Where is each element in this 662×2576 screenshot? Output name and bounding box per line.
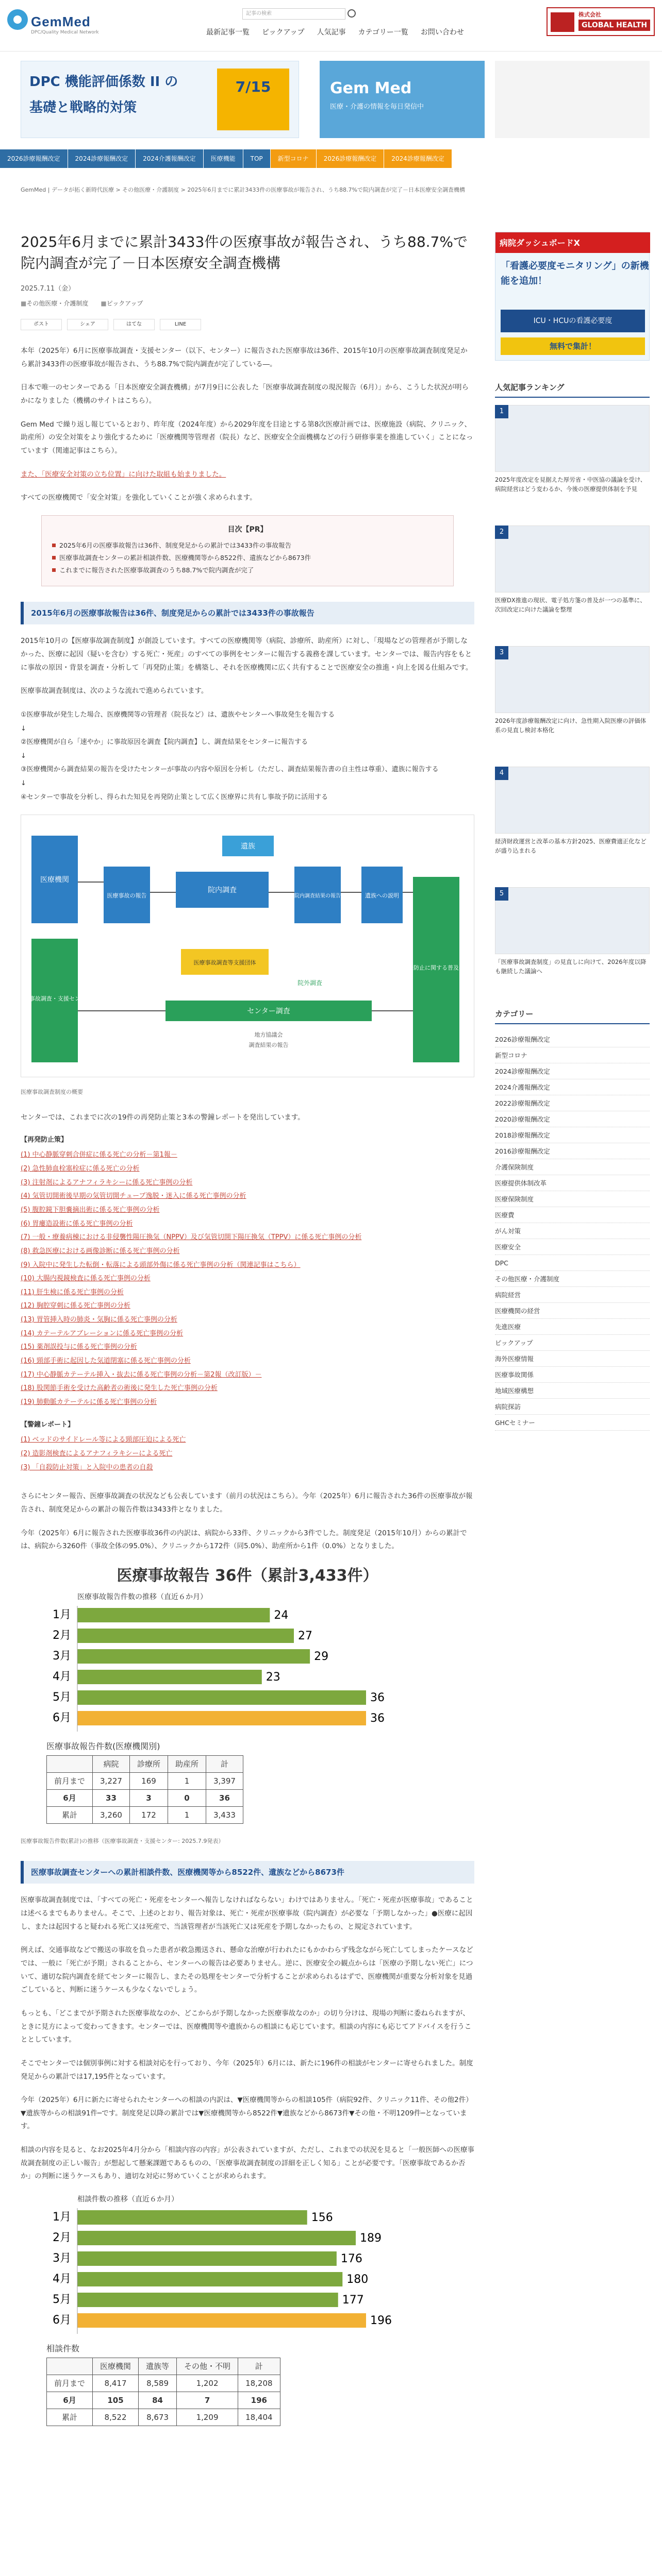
category-link[interactable]: 海外医療情報	[495, 1351, 650, 1367]
category-link[interactable]: 2020診療報酬改定	[495, 1111, 650, 1127]
category-link[interactable]: 2026診療報酬改定	[495, 1031, 650, 1047]
prevention-item[interactable]: (1) 中心静脈穿刺合併症に係る死亡の分析－第1報－	[21, 1151, 177, 1159]
ranking-title[interactable]: 「医療事故調査制度」の見直しに向けて、2026年度以降も継続した議論へ	[495, 958, 647, 975]
chart-category-label: 1月	[53, 2211, 71, 2224]
paragraph: 例えば、交通事故などで搬送の事故を負った患者が救急搬送され、懸命な治療が行われたにもかかわらず残念ながら死亡してしまったケースなどでは、一般に「死亡が予期」されることから、センターへの報告は必要ありません。逆に、医療安全の観点からは「医療の予期しない死亡」について、適切な院内調査を経てセンターに報告し、またその処理をセンターで分析することが求められるはずで、医療機関が重要な分析対象を見過ごしていると、判断に迷うケースも少なくないでしょう。	[21, 1946, 473, 1994]
table-header: 計	[238, 2358, 280, 2375]
table-cell: 6月	[47, 2392, 93, 2409]
ranking-item[interactable]	[495, 526, 650, 634]
flow-prevention-label: 再発防止に関する普及啓発	[402, 964, 470, 972]
subnav-item[interactable]: 2024診療報酬改定	[384, 149, 452, 168]
chart-value-label: 23	[266, 1671, 280, 1684]
chart-category-label: 2月	[53, 1629, 71, 1642]
prevention-item[interactable]: (13) 胃管挿入時の肺炎・気胸に係る死亡事例の分析	[21, 1316, 177, 1324]
warning-item[interactable]: (2) 造影剤検査によるアナフィラキシーによる死亡	[21, 1450, 173, 1458]
prevention-item[interactable]: (11) 肝生検に係る死亡事例の分析	[21, 1288, 124, 1296]
chart-caption: 医療事故報告件数(累計)の推移（医療事故調査・支援センター: 2025.7.9発表）	[21, 1837, 224, 1844]
table-cell: 1	[168, 1806, 206, 1823]
subnav-item[interactable]: 医療機能	[204, 149, 243, 168]
warning-item[interactable]: (1) ベッドのサイドレール等による頸部圧迫による死亡	[21, 1436, 186, 1444]
table-row	[47, 2392, 280, 2409]
step-item: ④センターで事故を分析し、得られた知見を再発防止策として広く医療界に共有し事故予防に活用する	[21, 793, 328, 801]
ad-dpc-line2: 基礎と戦略的対策	[29, 100, 137, 115]
chart-bar	[77, 1629, 294, 1643]
nav-popular[interactable]: 人気記事	[317, 28, 346, 37]
site-header	[0, 0, 662, 52]
warning-list	[21, 1433, 474, 1475]
paragraph: 今年（2025年）6月に新たに寄せられたセンターへの相談の内訳は、▼医療機関等からの相談105件（病院92件、クリニック11件、その他2件）▼遺族等からの相談91件─です。制度発足以降の累計では▼医療機関等から8522件▼遺族などから8673件▼その他・不明1209件─となっています。	[21, 2096, 473, 2131]
ranking-title[interactable]: 2026年度診療報酬改定に向け、急性期入院医療の評価体系の見直し検討本格化	[495, 717, 647, 734]
prevention-item[interactable]: (10) 大腸内視鏡検査に係る死亡事例の分析	[21, 1275, 151, 1283]
flow-svg	[21, 815, 474, 1077]
table-row	[47, 2375, 280, 2392]
paragraph: さらにセンター報告、医療事故調査の状況なども公表しています（前月の状況はこちら）。今年（2025年）6月に報告された36件の医療事故が報告され、制度発足からの累計の報告件数は3433件となりました。	[21, 1492, 473, 1514]
chart-category-label: 6月	[53, 1711, 71, 1725]
sidebar-ad-cta: 無料で集計！	[501, 337, 645, 355]
table-header	[47, 2358, 93, 2375]
flow-hospital-label: 医療機関	[40, 876, 69, 885]
category-link[interactable]: DPC	[495, 1255, 650, 1271]
prevention-item[interactable]: (12) 胸腔穿刺に係る死亡事例の分析	[21, 1302, 130, 1310]
breadcrumb[interactable]: GemMed | データが拓く新時代医療 > その他医療・介護制度 > 2025年6月までに累計3433件の医療事故が報告され、うち88.7%で院内調査が完了－日本医療安全調査機構	[21, 187, 465, 193]
subnav-item[interactable]: 2026診療報酬改定	[317, 149, 385, 168]
flow-outside-label: 院外調査	[297, 979, 323, 987]
chart-category-label: 4月	[53, 1670, 71, 1684]
share-buttons	[21, 319, 474, 330]
ranking-thumbnail	[495, 767, 650, 834]
table-cell: 8,589	[139, 2375, 177, 2392]
table-cell: 累計	[47, 1806, 93, 1823]
chart-bar	[77, 2210, 307, 2225]
ranking-thumbnail	[495, 526, 650, 592]
table-header: 医療機関	[93, 2358, 139, 2375]
category-link[interactable]: 2016診療報酬改定	[495, 1143, 650, 1159]
prevention-item[interactable]: (9) 入院中に発生した転倒・転落による頭部外傷に係る死亡事例の分析（関連記事はこちら）	[21, 1261, 301, 1269]
chart-bar	[77, 2251, 337, 2266]
paragraph: 医療事故調査制度は、次のような流れで進められています。	[21, 687, 208, 696]
prevention-item[interactable]: (4) 気管切開術後早期の気管切開チューブ逸脱・迷入に係る死亡事例の分析	[21, 1192, 246, 1200]
paragraph: 2015年10月の【医療事故調査制度】が創設しています。すべての医療機関等（病院、診療所、助産所）に対し、「現場などの管理者が予期しなかった、医療に起因（疑いを含む）する死亡・死産」のすべての事例をセンターに報告する義務を課しています。センターでは、報告内容をもとに事故の原因・背景を調査・分析して「再発防止策」を構築し、それを医療機関に広く共有することで医療安全の推進・向上を図る仕組みです。	[21, 637, 473, 672]
subnav-item[interactable]: 新型コロナ	[271, 149, 317, 168]
sidebar-ad-brand: 病院ダッシュボードX	[495, 232, 650, 253]
article-date: 2025.7.11（金）	[21, 285, 75, 293]
summary-item: 医療事故調査センターの累計相談件数、医療機関等から8522件、遺族などから8673件	[52, 553, 443, 563]
flow-result-label: 院内調査結果の報告	[294, 893, 341, 900]
table-row	[47, 1772, 243, 1789]
table-cell: 8,417	[93, 2375, 139, 2392]
flow-center-survey-label: センター調査	[247, 1007, 290, 1016]
category-link[interactable]: 医療機関の経営	[495, 1303, 650, 1319]
ranking-thumbnail	[495, 887, 650, 954]
category-link[interactable]: 医療安全	[495, 1239, 650, 1255]
summary-item: 2025年6月の医療事故報告は36件、制度発足からの累計では3433件の事故報告	[52, 540, 443, 551]
category-link[interactable]: GHCセミナー	[495, 1415, 650, 1431]
chart-category-label: 5月	[53, 2293, 71, 2307]
paragraph: そこでセンターでは個別事例に対する相談対応を行っており、今年（2025年）6月には、新たに196件の相談がセンターに寄せられました。制度発足からの累計では17,195件となっています。	[21, 2059, 473, 2081]
share-x-button[interactable]: ポスト	[21, 319, 62, 330]
ad-gemmed-title: Gem Med	[330, 79, 412, 97]
section-heading: 医療事故調査センターへの累計相談件数、医療機関等から8522件、遺族などから8673件	[21, 1861, 474, 1884]
chart-value-label: 36	[370, 1691, 385, 1705]
prevention-item[interactable]: (15) 薬剤誤投与に係る死亡事例の分析	[21, 1343, 137, 1351]
ranking-title[interactable]: 経済財政運営と改革の基本方針2025、医療費適正化などが盛り込まれる	[495, 838, 647, 855]
category-link[interactable]: 医療事故関係	[495, 1367, 650, 1383]
share-hatena-button[interactable]: はてな	[113, 319, 155, 330]
category-link[interactable]: 新型コロナ	[495, 1047, 650, 1063]
nav-categories[interactable]: カテゴリー一覧	[358, 28, 408, 37]
chart-value-label: 196	[370, 2314, 392, 2328]
article	[21, 232, 474, 2467]
table-cell: 105	[93, 2392, 139, 2409]
table-cell: 3	[129, 1789, 168, 1806]
chart-category-label: 3月	[53, 2252, 71, 2265]
subnav-item[interactable]: TOP	[243, 149, 271, 168]
category-link[interactable]: 医療保険制度	[495, 1191, 650, 1207]
prevention-item[interactable]: (17) 中心静脈カテーテル挿入・抜去に係る死亡事例の分析－第2報（改訂版）－	[21, 1370, 262, 1379]
logo-mark-icon	[7, 9, 28, 30]
chart-bar	[77, 1649, 310, 1664]
table-cell: 累計	[47, 2409, 93, 2426]
chart-category-label: 6月	[53, 2314, 71, 2327]
flow-support-label: 医療事故調査等支援団体	[193, 959, 256, 967]
chart-bar	[77, 2293, 338, 2307]
share-facebook-button[interactable]: シェア	[67, 319, 108, 330]
search-input[interactable]: 記事の検索	[242, 8, 345, 20]
partner-top: 株式会社	[578, 11, 601, 18]
ad-gemmed-sub: 医療・介護の情報を毎日発信中	[330, 103, 424, 111]
ranking-number: 2	[495, 526, 508, 539]
chart-svg	[21, 2205, 474, 2334]
chart-bar	[77, 2231, 356, 2245]
logo-tagline: DPC/Quality Medical Network	[31, 30, 99, 35]
sidebar	[495, 232, 650, 1431]
category-link[interactable]: 病院経営	[495, 1287, 650, 1303]
step-item: ↓	[21, 724, 26, 733]
paragraph: センターでは、これまでに次の19件の再発防止策と3本の警鐘レポートを発出しています。	[21, 1113, 305, 1122]
step-item: ↓	[21, 752, 26, 760]
article-title: 2025年6月までに累計3433件の医療事故が報告され、うち88.7%で院内調査が完了－日本医療安全調査機構	[21, 233, 468, 272]
share-line-button[interactable]: LINE	[160, 319, 201, 330]
table-row	[47, 2409, 280, 2426]
chart-category-label: 4月	[53, 2273, 71, 2286]
paragraph: 今年（2025年）6月に報告された医療事故36件の内訳は、病院から33件、クリニックから3件でした。制度発足（2015年10月）からの累計では、病院から3260件（事故全体の95.0%）、クリニックから172件（同5.0%）、助産所から1件（0.0%）となりました。	[21, 1529, 467, 1551]
ranking-number: 4	[495, 767, 508, 780]
subnav-item[interactable]: 2024診療報酬改定	[68, 149, 136, 168]
prevention-list	[21, 1148, 474, 1409]
paragraph: 日本で唯一のセンターである「日本医療安全調査機構」が7月9日に公表した「医療事故調査制度の現況報告（6月）」から、こうした状況が明らかになりました（機構のサイトはこちら）。	[21, 383, 469, 405]
step-item: ↓	[21, 779, 26, 788]
tag-link[interactable]: ■ その他医療・介護制度	[21, 299, 88, 309]
ranking-item[interactable]	[495, 405, 650, 513]
chart-value-label: 36	[370, 1712, 385, 1725]
table-header: 遺族等	[139, 2358, 177, 2375]
chart-bar	[77, 2272, 342, 2286]
category-link[interactable]: 医療費	[495, 1207, 650, 1223]
prevention-item[interactable]: (14) カテーテルアブレーションに係る死亡事例の分析	[21, 1329, 184, 1337]
chart-category-label: 5月	[53, 1691, 71, 1704]
chart-value-label: 156	[311, 2211, 333, 2225]
step-item: ①医療事故が発生した場合、医療機関等の管理者（院長など）は、遺族やセンターへ事故発生を報告する	[21, 710, 335, 719]
table-cell: 7	[177, 2392, 238, 2409]
table-cell: 18,208	[238, 2375, 280, 2392]
paragraph: Gem Med で繰り返し報じているとおり、昨年度（2024年度）から2029年度を目途とする第8次医療計画では、医療施設（病院、クリニック、助産所）の安全対策をより強化するために「医療機関等管理者（院長）など、医療安全全面機構などの行う研修事業を推進していく」ことになっています（関連記事はこちら）。	[21, 420, 473, 455]
paragraph: もっとも、「どこまでが予期された医療事故なのか、どこからが予期しなかった医療事故なのか」の切り分けは、現場の判断に委ねられますが、ときに見方によって変わってきます。センターでは、医療機関等や遺族からの相談にも応じています。相談の内容にも応じてアドバイスを行うこととしています。	[21, 2009, 472, 2044]
ranking-number: 3	[495, 646, 508, 659]
category-link[interactable]: 先進医療	[495, 1319, 650, 1335]
table-cell: 前月まで	[47, 1772, 93, 1789]
sidebar-ad[interactable]	[495, 232, 650, 361]
chart-value-label: 177	[342, 2294, 364, 2307]
table-cell: 196	[238, 2392, 280, 2409]
chart-bar	[77, 2313, 366, 2328]
paragraph: 本年（2025年）6月に医療事故調査・支援センター（以下、センター）に報告された医療事故は36件、2015年10月の医療事故調査制度発足から累計3433件の医療事故が報告され、うち88.7%で院内調査が完了している―。	[21, 347, 468, 368]
nav-latest[interactable]: 最新記事一覧	[206, 28, 250, 37]
ranking-title[interactable]: 医療DX推進の現状、電子処方箋の普及が一つの基準に、次回改定に向けた議論を整理	[495, 597, 646, 614]
category-link[interactable]: ピックアップ	[495, 1335, 650, 1351]
chart-bar	[77, 1711, 366, 1725]
prevention-item[interactable]: (2) 急性肺血栓塞栓症に係る死亡の分析	[21, 1165, 140, 1173]
warning-heading: 【警鐘レポート】	[21, 1420, 75, 1429]
flow-report-result-label: 調査結果の報告	[249, 1042, 289, 1049]
category-link[interactable]: 2022診療報酬改定	[495, 1095, 650, 1111]
category-list	[495, 1031, 650, 1431]
chart-table	[46, 2358, 280, 2426]
ranking-item[interactable]	[495, 767, 650, 875]
ranking-title[interactable]: 2025年度改定を見据えた厚労省・中医協の議論を受け、病院経営はどう変わるか、今後の医療提供体制を予見	[495, 476, 647, 493]
table-cell: 18,404	[238, 2409, 280, 2426]
table-cell: 0	[168, 1789, 206, 1806]
summary-title: 目次【PR】	[227, 525, 268, 534]
summary-box	[41, 515, 454, 586]
ad-row	[0, 57, 662, 144]
summary-item: これまでに報告された医療事故調査のうち88.7%で院内調査が完了	[52, 565, 443, 575]
chart-value-label: 29	[314, 1650, 329, 1664]
article-tags	[21, 299, 474, 309]
ranking-thumbnail	[495, 646, 650, 713]
warning-item[interactable]: (3) 「自殺防止対策」と入院中の患者の自殺	[21, 1463, 153, 1471]
section-heading: 2015年6月の医療事故報告は36件、制度発足からの累計では3433件の事故報告	[21, 602, 474, 624]
ad-dpc-seminar[interactable]	[21, 61, 299, 138]
table-cell: 3,260	[93, 1806, 130, 1823]
table-header	[47, 1755, 93, 1772]
category-link[interactable]: 医療提供体制改革	[495, 1175, 650, 1191]
prevention-item[interactable]: (7) 一般・療養病棟における非侵襲性陽圧換気（NPPV）及び気管切開下陽圧換気（TPPV）に係る死亡事例の分析	[21, 1233, 362, 1242]
table-cell: 1,202	[177, 2375, 238, 2392]
prevention-item[interactable]: (18) 股関節手術を受けた高齢者の術後に発生した死亡事例の分析	[21, 1384, 218, 1393]
nav-contact[interactable]: お問い合わせ	[420, 28, 464, 37]
prevention-heading: 【再発防止策】	[21, 1136, 68, 1144]
paragraph: 医療事故調査制度では、「すべての死亡・死産をセンターへ報告しなければならない」わけではありません。「死亡・死産が医療事故」であることは述べるまでもありません。そこで、上述のとおり、報告対象は、死亡・死産が医療事故（院内調査）が必要な「予期しなかった」●医療に起因し、または起因すると疑われる死亡又は死産で、当該管理者が当該死亡又は死産を予期しなかったもの、と規定されています。	[21, 1896, 473, 1931]
chart-value-label: 180	[346, 2273, 369, 2286]
table-cell: 3,433	[206, 1806, 243, 1823]
partner-logo-icon	[551, 12, 574, 32]
table-cell: 6月	[47, 1789, 93, 1806]
sidebar-ad-main: 「看護必要度モニタリング」の新機能を追加！	[501, 261, 649, 286]
chart-value-label: 24	[274, 1609, 289, 1622]
prevention-item[interactable]: (6) 胃瘻造設術に係る死亡事例の分析	[21, 1219, 133, 1228]
chart-table	[46, 1755, 243, 1824]
chart-value-label: 189	[360, 2232, 382, 2245]
table-header: 診療所	[129, 1755, 168, 1772]
site-logo[interactable]	[7, 7, 100, 38]
category-link[interactable]: 2018診療報酬改定	[495, 1127, 650, 1143]
table-cell: 169	[129, 1772, 168, 1789]
chart-bar	[77, 1670, 262, 1684]
ad-gemmed[interactable]	[320, 61, 485, 138]
search-icon[interactable]	[347, 9, 356, 18]
chart-consultations	[21, 2194, 474, 2462]
table-cell: 1,209	[177, 2409, 238, 2426]
flow-council-label: 地方協議会	[254, 1031, 283, 1039]
flow-caption: 医療事故調査制度の概要	[21, 1089, 83, 1096]
prevention-item[interactable]: (5) 腹腔鏡下胆嚢摘出術に係る死亡事例の分析	[21, 1206, 160, 1214]
subnav-item[interactable]: 2024介護報酬改定	[136, 149, 204, 168]
table-cell: 172	[129, 1806, 168, 1823]
chart-svg	[21, 1603, 474, 1732]
table-cell: 8,673	[139, 2409, 177, 2426]
flow-family-label: 遺族	[241, 842, 255, 851]
ranking-list	[495, 405, 650, 995]
table-cell: 前月まで	[47, 2375, 93, 2392]
category-link[interactable]: 2024診療報酬改定	[495, 1063, 650, 1079]
table-header: 計	[206, 1755, 243, 1772]
ranking-item[interactable]	[495, 887, 650, 995]
partner-banner[interactable]	[547, 7, 655, 36]
table-cell: 8,522	[93, 2409, 139, 2426]
flow-inhouse-label: 院内調査	[208, 886, 237, 895]
category-link[interactable]: 2024介護報酬改定	[495, 1079, 650, 1095]
prevention-item[interactable]: (8) 救急医療における画像診断に係る死亡事例の分析	[21, 1247, 180, 1255]
paragraph: 相談の内容を見ると、なお2025年4月分から「相談内容の内容」が公表されていますが、ただし、これまでの状況を見ると「一般医師への医療事故調査制度の正しい報告」が想起して懸案課題であるものの、「医療事故調査制度の詳細を正しく知る」ことが必要です。「医療事故であるか否か」の判断に迷うケースもあり、適切な対応に努めていくことが求められます。	[21, 2146, 474, 2181]
nav-pickup[interactable]: ピックアップ	[262, 28, 305, 37]
table-header: その他・不明	[177, 2358, 238, 2375]
paragraph: すべての医療機関で「安全対策」を強化していくことが強く求められます。	[21, 494, 257, 502]
partner-name: GLOBAL HEALTH	[578, 20, 650, 31]
category-link[interactable]: 病院探訪	[495, 1399, 650, 1415]
chart-table-title: 医療事故報告件数(医療機関別)	[46, 1741, 160, 1752]
flow-explain-label: 遺族への説明	[365, 892, 399, 900]
ad-placeholder[interactable]	[495, 61, 650, 138]
category-link[interactable]: がん対策	[495, 1223, 650, 1239]
category-heading: カテゴリー	[495, 1008, 650, 1024]
table-cell: 36	[206, 1789, 243, 1806]
table-cell: 33	[93, 1789, 130, 1806]
sidebar-ad-sub: ICU・HCUの看護必要度	[501, 310, 645, 332]
table-cell: 3,227	[93, 1772, 130, 1789]
category-link[interactable]: 地域医療構想	[495, 1383, 650, 1399]
chart-category-label: 2月	[53, 2231, 71, 2245]
chart-title: 医療事故報告 36件（累計3,433件）	[117, 1566, 378, 1585]
chart-category-label: 1月	[53, 1608, 71, 1622]
prevention-item[interactable]: (3) 注射剤によるアナフィラキシーに係る死亡事例の分析	[21, 1178, 193, 1187]
subnav-item[interactable]: 2026診療報酬改定	[0, 149, 68, 168]
ranking-thumbnail	[495, 405, 650, 472]
step-item: ③医療機関から調査結果の報告を受けたセンターが事故の内容や原因を分析し（ただし、調査結果報告書の自主性は尊重）、遺族に報告する	[21, 766, 439, 774]
ad-dpc-date: 7/15	[217, 69, 289, 130]
ranking-number: 5	[495, 887, 508, 901]
table-cell: 3,397	[206, 1772, 243, 1789]
chart-bar	[77, 1690, 366, 1705]
table-cell: 1	[168, 1772, 206, 1789]
step-item: ②医療機関が自ら「速やか」に事故原因を調査【院内調査】し、調査結果をセンターに報告する	[21, 738, 308, 747]
category-link[interactable]: 介護保険制度	[495, 1159, 650, 1175]
chart-accident-reports	[21, 1564, 474, 1832]
chart-value-label: 176	[340, 2252, 362, 2266]
category-link[interactable]: その他医療・介護制度	[495, 1271, 650, 1287]
table-row	[47, 1806, 243, 1823]
logo-name: GemMed	[31, 14, 91, 29]
related-link[interactable]: また、「医療安全対策の立ち位置」に向けた取組も始まりました。	[21, 470, 226, 479]
table-header: 病院	[93, 1755, 130, 1772]
prevention-item[interactable]: (16) 頸部手術に起因した気道閉塞に係る死亡事例の分析	[21, 1357, 191, 1365]
process-steps	[21, 708, 474, 804]
ranking-number: 1	[495, 405, 508, 418]
prevention-item[interactable]: (19) 肺動脈カテーテルに係る死亡事例の分析	[21, 1398, 157, 1406]
global-nav	[206, 27, 464, 38]
table-row	[47, 1789, 243, 1806]
process-flow-diagram	[21, 815, 474, 1077]
ranking-heading: 人気記事ランキング	[495, 381, 650, 398]
ad-dpc-line1: DPC 機能評価係数 II の	[29, 74, 178, 90]
table-header: 助産所	[168, 1755, 206, 1772]
sub-nav	[0, 149, 662, 168]
chart-value-label: 27	[298, 1630, 312, 1643]
tag-link[interactable]: ■ ピックアップ	[101, 299, 143, 309]
table-cell: 84	[139, 2392, 177, 2409]
chart-table-title: 相談件数	[46, 2344, 80, 2354]
flow-center-label: 医療事故調査・支援センター	[21, 995, 92, 1003]
flow-report-label: 医療事故の報告	[107, 892, 147, 900]
chart-subtitle: 医療事故報告件数の推移（直近６か月）	[77, 1592, 207, 1601]
ranking-item[interactable]	[495, 646, 650, 754]
chart-category-label: 3月	[53, 1650, 71, 1663]
chart-subtitle: 相談件数の推移（直近６か月）	[77, 2195, 178, 2204]
chart-bar	[77, 1608, 270, 1622]
